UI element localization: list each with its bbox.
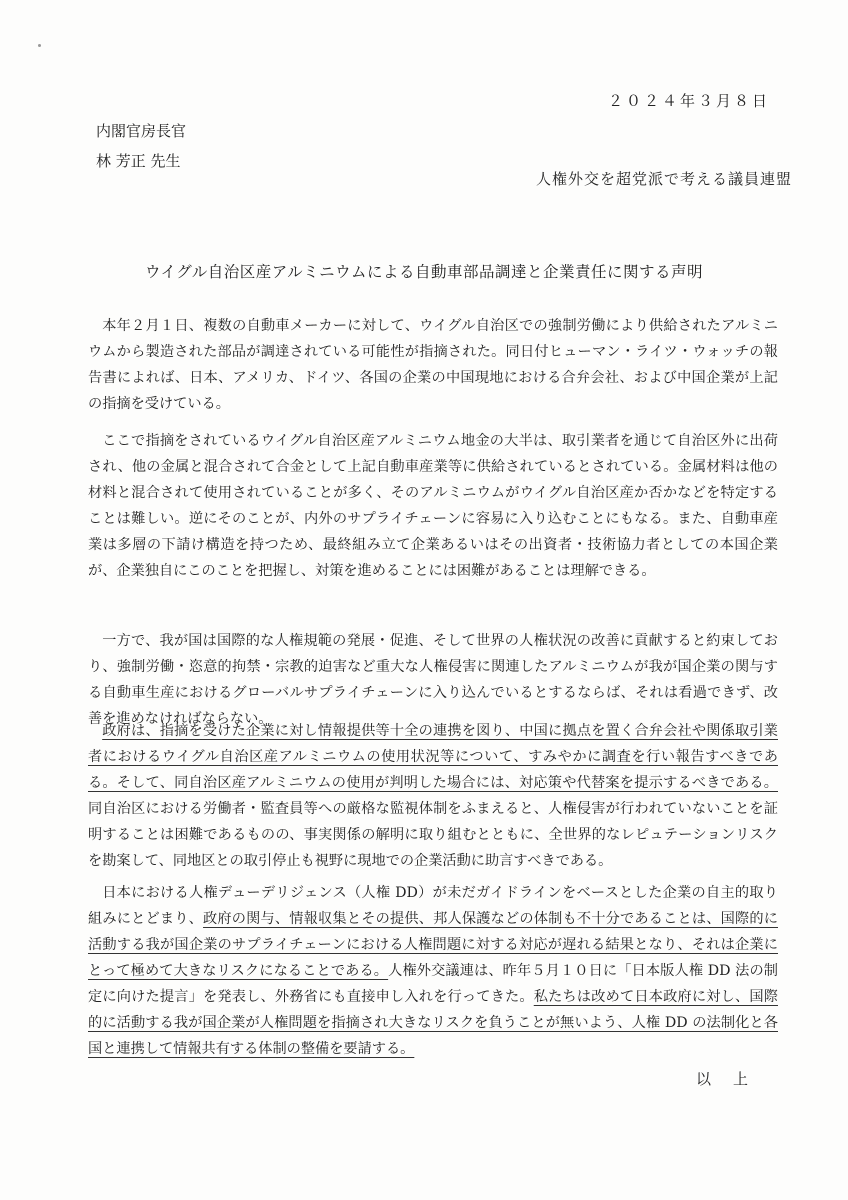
paragraph-text-rest: 同自治区における労働者・監査員等への厳格な監視体制をふまえると、人権侵害が行われていないことを証明することは困難であるものの、事実関係の解明に取り組むとともに、全世界的なレピュテーションリスクを勘案して、同地区との取引停止も視野に現地での企業活動に助言すべきである。	[88, 801, 778, 869]
paragraph-text	[88, 880, 778, 1062]
paragraph-text: 一方で、我が国は国際的な人権規範の発展・促進、そして世界の人権状況の改善に貢献すると約束しており、強制労働・恣意的拘禁・宗教的迫害など重大な人権侵害に関連したアルミニウムが我が国企業の関与する自動車生産におけるグローバルサプライチェーンに入り込んでいるとするならば、それは看過できず、改善を進めなければならない。	[88, 633, 778, 727]
paragraph-text-c: 人権外交議連は、昨年５月１０日に「日本版人権 DD 法の制定に向けた提言」を発表し、外務省にも直接申し入れを行ってきた。	[88, 963, 778, 1005]
underlined-text: 私たちは改めて日本政府に対し、国際的に活動する我が国企業が人権問題を指摘され大きなリスクを負うことが無いよう、人権 DD の法制化と各国と連携して情報共有する体制の整備を要請する。	[88, 989, 778, 1057]
paragraph-2	[88, 428, 778, 584]
statement-title: ウイグル自治区産アルミニウムによる自動車部品調達と企業責任に関する声明	[145, 263, 703, 281]
sender-organization: 人権外交を超党派で考える議員連盟	[535, 170, 792, 188]
paragraph-text: 本年２月１日、複数の自動車メーカーに対して、ウイグル自治区での強制労働により供給されたアルミニウムから製造された部品が調達されている可能性が指摘された。同日付ヒューマン・ライツ・ウォッチの報告書によれば、日本、アメリカ、ドイツ、各国の企業の中国現地における合弁会社、および中国企業が上記の指摘を受けている。	[88, 318, 778, 412]
paragraph-4	[88, 718, 778, 874]
closing-ijou: 以上	[695, 1070, 770, 1088]
recipient-name: 林 芳正 先生	[96, 152, 181, 170]
underlined-text: 政府は、指摘を受けた企業に対し情報提供等十全の連携を図り、中国に拠点を置く合弁会社や関係取引業者におけるウイグル自治区産アルミニウムの使用状況等について、すみやかに調査を行い報告すべきである。そして、同自治区産アルミニウムの使用が判明した場合には、対応策や代替案を提示するべきである。	[88, 723, 778, 791]
paragraph-3	[88, 628, 778, 732]
recipient-title: 内閣官房長官	[96, 122, 187, 140]
paragraph-text: ここで指摘をされているウイグル自治区産アルミニウム地金の大半は、取引業者を通じて自治区外に出荷され、他の金属と混合されて合金として上記自動車産業等に供給されているとされている。金属材料は他の材料と混合されて使用されていることが多く、そのアルミニウムがウイグル自治区産か否かなどを特定することは難しい。逆にそのことが、内外のサプライチェーンに容易に入り込むことにもなる。また、自動車産業は多層の下請け構造を持つため、最終組み立て企業あるいはその出資者・技術協力者としての本国企業が、企業独自にこのことを把握し、対策を進めることには困難があることは理解できる。	[88, 433, 778, 579]
paragraph-text	[88, 718, 778, 874]
document-date: ２０２４年３月８日	[607, 92, 770, 110]
paragraph-text-a: 日本における人権デューデリジェンス（人権 DD）が未だガイドラインをベースとした企業の自主的取り組みにとどまり、	[88, 885, 778, 927]
underlined-text: 政府の関与、情報収集とその提供、邦人保護などの体制も不十分であることは、国際的に活動する我が国企業のサプライチェーンにおける人権問題に対する対応が遅れる結果となり、それは企業にとって極めて大きなリスクになることである。	[88, 911, 778, 979]
scan-speck	[38, 44, 41, 47]
paragraph-5	[88, 880, 778, 1062]
paragraph-1	[88, 313, 778, 417]
